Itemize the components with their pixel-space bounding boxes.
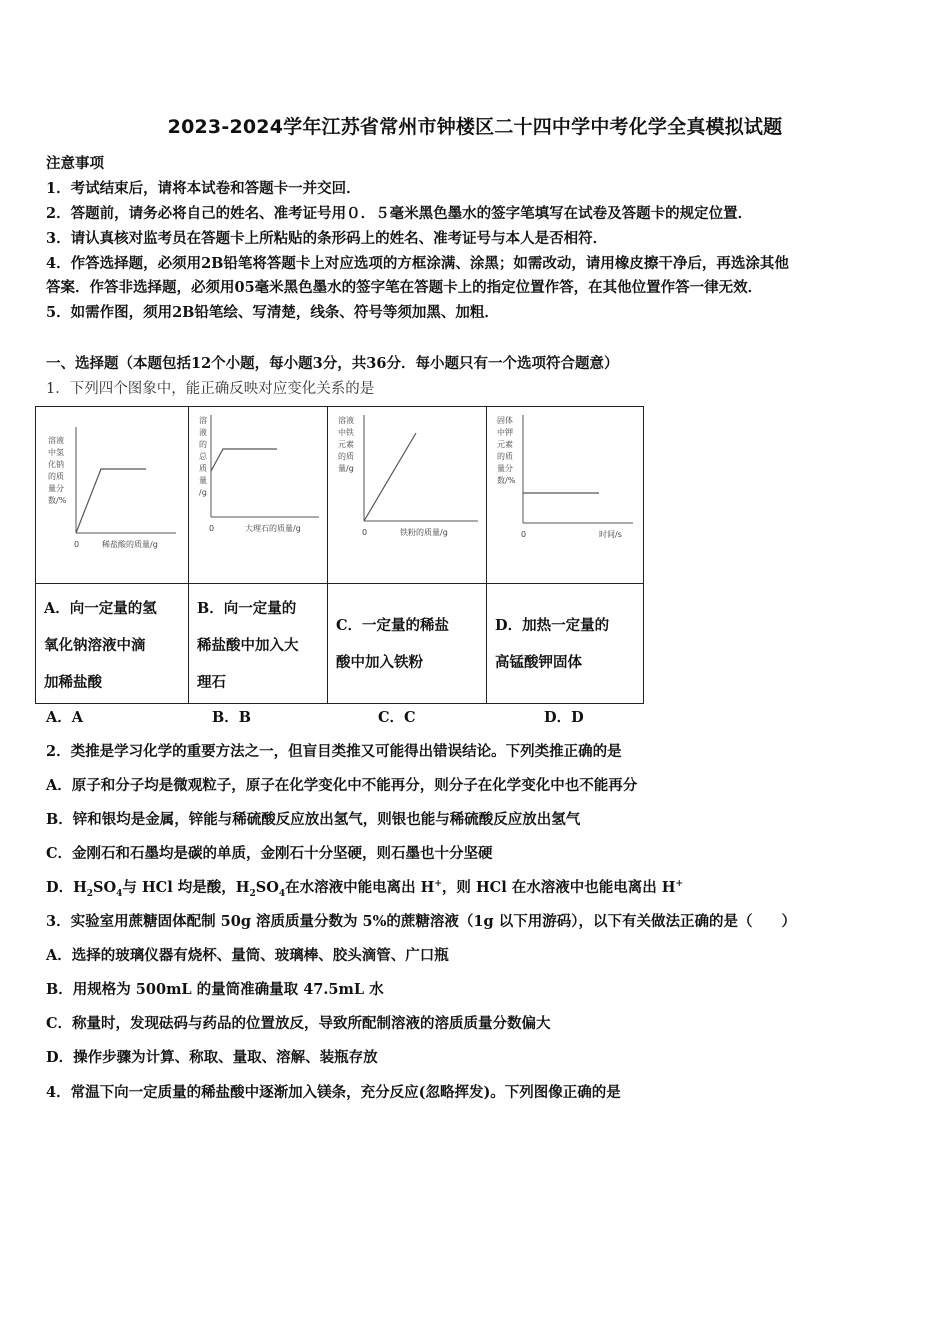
graph-a-ylabel-line: 化钠 xyxy=(48,460,64,469)
option-c-label xyxy=(328,584,487,704)
graph-a-ylabel-line: 溶液 xyxy=(48,436,64,445)
graph-c-ylabel-line: 元素 xyxy=(338,440,354,449)
option-c-line: C．一定量的稀盐 xyxy=(336,616,450,634)
q2d-text: SO xyxy=(255,879,279,896)
graph-d-ylabel xyxy=(497,415,516,485)
notice-item-2: 2．答题前，请务必将自己的姓名、准考证号用０．５毫米黑色墨水的签字笔填写在试卷及答题卡的规定位置． xyxy=(46,205,753,222)
graph-c-xlabel: 铁粉的质量/g xyxy=(400,528,448,537)
graph-b-ylabel-line: 质 xyxy=(199,464,207,473)
notice-item-4: 4．作答选择题，必须用2B铅笔将答题卡上对应选项的方框涂满、涂黑；如需改动，请用橡皮擦干净后，再选涂其他 xyxy=(46,255,789,272)
graph-a-ylabel-line: 量分 xyxy=(48,484,64,493)
answer-choice-b[interactable]: B．B xyxy=(212,709,252,726)
option-b-line: B．向一定量的 xyxy=(197,600,297,617)
question-1-options-table xyxy=(35,406,644,704)
question-3-stem: 3．实验室用蔗糖固体配制 50g 溶质质量分数为 5%的蔗糖溶液（1g 以下用游码），以下有关做法正确的是（ ） xyxy=(46,913,796,930)
graph-c xyxy=(328,407,486,579)
option-d-label xyxy=(487,584,644,704)
graph-c-curve xyxy=(364,433,416,521)
notice-item-4-cont: 答案．作答非选择题，必须用05毫米黑色墨水的签字笔在答题卡上的指定位置作答，在其他位置作答一律无效． xyxy=(46,279,763,296)
notice-item-5: 5．如需作图，须用2B铅笔绘、写清楚，线条、符号等须加黑、加粗． xyxy=(46,304,499,321)
option-a-line: A．向一定量的氢 xyxy=(44,600,157,617)
graph-d xyxy=(487,407,643,579)
graph-d-ylabel-line: 固体 xyxy=(497,416,513,425)
graph-b xyxy=(189,407,327,579)
page-title: 2023-2024学年江苏省常州市钟楼区二十四中学中考化学全真模拟试题 xyxy=(167,116,783,138)
q2d-sub: 4 xyxy=(278,888,286,899)
graph-c-origin: 0 xyxy=(362,528,368,537)
answer-choice-c[interactable]: C．C xyxy=(378,709,416,726)
notice-heading: 注意事项 xyxy=(46,155,104,172)
graph-a-curve xyxy=(76,469,146,533)
option-d-line: 高锰酸钾固体 xyxy=(495,653,582,671)
graph-c-ylabel-line: 溶液 xyxy=(338,416,354,425)
graph-a-ylabel-line: 中氢 xyxy=(48,448,64,457)
question-4-stem: 4．常温下向一定质量的稀盐酸中逐渐加入镁条，充分反应(忽略挥发)。下列图像正确的是 xyxy=(46,1084,621,1101)
graph-b-cell xyxy=(189,407,328,584)
graph-b-curve xyxy=(211,449,277,471)
question-1-stem: 1．下列四个图象中，能正确反映对应变化关系的是 xyxy=(46,381,375,397)
q2d-text: 在水溶液中能电离出 H xyxy=(285,879,435,896)
question-2-option-c[interactable]: C．金刚石和石墨均是碳的单质，金刚石十分坚硬，则石墨也十分坚硬 xyxy=(46,845,493,862)
graph-b-ylabel-line: 的 xyxy=(199,440,207,449)
q2d-sup: + xyxy=(675,879,684,890)
question-3-option-c[interactable]: C．称量时，发现砝码与药品的位置放反，导致所配制溶液的溶质质量分数偏大 xyxy=(46,1015,551,1032)
graph-a-ylabel xyxy=(48,435,67,505)
graph-d-xlabel: 时间/s xyxy=(599,530,622,539)
graph-b-origin: 0 xyxy=(209,524,215,533)
graph-a xyxy=(36,407,188,579)
option-a-line: 加稀盐酸 xyxy=(44,674,102,691)
q2d-sub: 2 xyxy=(249,888,256,899)
graph-c-ylabel-line: 中铁 xyxy=(338,428,354,437)
graph-d-cell xyxy=(487,407,644,584)
graph-d-ylabel-line: 的质 xyxy=(497,452,513,461)
question-2-option-b[interactable]: B．锌和银均是金属，锌能与稀硫酸反应放出氢气，则银也能与稀硫酸反应放出氢气 xyxy=(46,811,581,828)
section-heading: 一、选择题（本题包括12个小题，每小题3分，共36分．每小题只有一个选项符合题意） xyxy=(46,355,619,372)
question-2-option-d[interactable] xyxy=(46,876,683,899)
graph-b-ylabel-line: 液 xyxy=(199,428,207,437)
q2d-text: SO xyxy=(93,879,117,896)
graph-b-ylabel xyxy=(199,415,208,497)
graph-d-origin: 0 xyxy=(521,530,527,539)
option-b-line: 稀盐酸中加入大 xyxy=(197,637,299,654)
q2d-sub: 2 xyxy=(86,888,94,899)
question-2-stem: 2．类推是学习化学的重要方法之一，但盲目类推又可能得出错误结论。下列类推正确的是 xyxy=(46,743,622,760)
graph-a-ylabel-line: 的质 xyxy=(48,472,64,481)
question-2-option-a[interactable]: A．原子和分子均是微观粒子，原子在化学变化中不能再分，则分子在化学变化中也不能再分 xyxy=(46,777,638,794)
graph-d-ylabel-line: 量分 xyxy=(497,464,513,473)
graph-b-ylabel-line: 溶 xyxy=(199,416,207,425)
option-d-line: D．加热一定量的 xyxy=(495,616,610,634)
notice-item-1: 1．考试结束后，请将本试卷和答题卡一并交回． xyxy=(46,180,361,197)
question-3-option-d[interactable]: D．操作步骤为计算、称取、量取、溶解、装瓶存放 xyxy=(46,1049,378,1066)
option-b-label xyxy=(189,584,328,704)
q2d-text: 与 HCl 均是酸，H xyxy=(122,879,250,896)
graph-b-ylabel-line: /g xyxy=(199,488,207,497)
graph-a-xlabel: 稀盐酸的质量/g xyxy=(102,540,158,549)
question-3-option-a[interactable]: A．选择的玻璃仪器有烧杯、量筒、玻璃棒、胶头滴管、广口瓶 xyxy=(46,947,449,964)
option-a-line: 氧化钠溶液中滴 xyxy=(44,637,146,654)
graph-c-ylabel-line: 量/g xyxy=(338,464,354,473)
option-c-line: 酸中加入铁粉 xyxy=(336,653,423,671)
graph-d-ylabel-line: 数/% xyxy=(497,476,516,485)
graph-c-ylabel-line: 的质 xyxy=(338,452,354,461)
graph-c-cell xyxy=(328,407,487,584)
q2d-sup: + xyxy=(434,879,442,890)
graph-b-xlabel: 大理石的质量/g xyxy=(245,524,301,533)
option-b-line: 理石 xyxy=(197,674,226,691)
answer-choice-d[interactable]: D．D xyxy=(544,709,584,726)
question-3-option-b[interactable]: B．用规格为 500mL 的量筒准确量取 47.5mL 水 xyxy=(46,981,384,998)
graph-d-ylabel-line: 元素 xyxy=(497,440,513,449)
graph-c-ylabel xyxy=(338,415,354,473)
notice-item-3: 3．请认真核对监考员在答题卡上所粘贴的条形码上的姓名、准考证号与本人是否相符． xyxy=(46,230,608,247)
graph-a-cell xyxy=(36,407,189,584)
graph-b-ylabel-line: 量 xyxy=(199,476,207,485)
q2d-sub: 4 xyxy=(116,888,123,899)
graph-a-ylabel-line: 数/% xyxy=(48,496,67,505)
graph-a-origin: 0 xyxy=(74,540,80,549)
answer-choice-a[interactable]: A．A xyxy=(46,709,84,726)
graph-d-ylabel-line: 中钾 xyxy=(497,428,513,437)
graph-b-ylabel-line: 总 xyxy=(199,452,207,461)
q2d-text: ，则 HCl 在水溶液中也能电离出 H xyxy=(441,879,676,896)
option-a-label xyxy=(36,584,189,704)
q2d-text: D．H xyxy=(46,879,87,896)
